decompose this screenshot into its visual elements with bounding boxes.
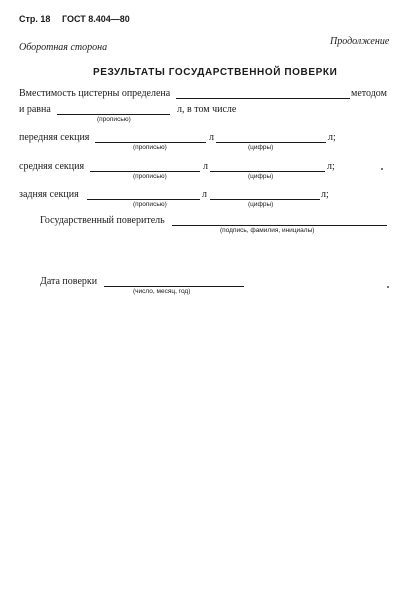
rear-section-digits-field[interactable]: [210, 199, 320, 200]
capacity-prefix: Вместимость цистерны определена: [19, 88, 171, 99]
margin-mark-2: [387, 286, 389, 288]
unit-including-label: л, в том числе: [177, 104, 237, 115]
verifier-signature-field[interactable]: [172, 225, 387, 226]
rear-section-label: задняя секция: [19, 189, 79, 200]
middle-section-digits-field[interactable]: [210, 171, 325, 172]
margin-mark: [381, 168, 383, 170]
reverse-side-label: Оборотная сторона: [19, 42, 108, 53]
front-section-label: передняя секция: [19, 132, 90, 143]
rear-section-unit: л: [202, 189, 207, 200]
front-section-digits-caption: (цифры): [248, 144, 274, 151]
middle-section-words-caption: (прописью): [133, 173, 167, 180]
verifier-label: Государственный поверитель: [40, 215, 165, 226]
rear-section-words-field[interactable]: [87, 199, 200, 200]
date-label: Дата поверки: [40, 276, 98, 287]
middle-section-label: средняя секция: [19, 161, 85, 172]
page-number: Стр. 18: [19, 14, 51, 24]
total-volume-words-field[interactable]: [57, 114, 170, 115]
capacity-suffix: методом: [351, 88, 387, 99]
middle-section-unit: л: [203, 161, 208, 172]
middle-section-digits-caption: (цифры): [248, 173, 274, 180]
form-title: РЕЗУЛЬТАТЫ ГОСУДАРСТВЕННОЙ ПОВЕРКИ: [93, 67, 338, 78]
date-field[interactable]: [104, 286, 244, 287]
standard-number: ГОСТ 8.404—80: [62, 14, 130, 24]
front-section-words-field[interactable]: [95, 142, 206, 143]
middle-section-end: л;: [327, 161, 335, 172]
and-equal-label: и равна: [19, 104, 51, 115]
front-section-unit: л: [209, 132, 214, 143]
front-section-end: л;: [328, 132, 336, 143]
total-volume-words-caption: (прописью): [97, 116, 131, 123]
continuation-label: Продолжение: [330, 36, 390, 47]
date-caption: (число, месяц, год): [133, 288, 191, 295]
verifier-caption: (подпись, фамилия, инициалы): [220, 227, 315, 234]
rear-section-words-caption: (прописью): [133, 201, 167, 208]
rear-section-end: л;: [321, 189, 329, 200]
method-field[interactable]: [176, 98, 350, 99]
middle-section-words-field[interactable]: [90, 171, 200, 172]
front-section-words-caption: (прописью): [133, 144, 167, 151]
front-section-digits-field[interactable]: [216, 142, 326, 143]
rear-section-digits-caption: (цифры): [248, 201, 274, 208]
